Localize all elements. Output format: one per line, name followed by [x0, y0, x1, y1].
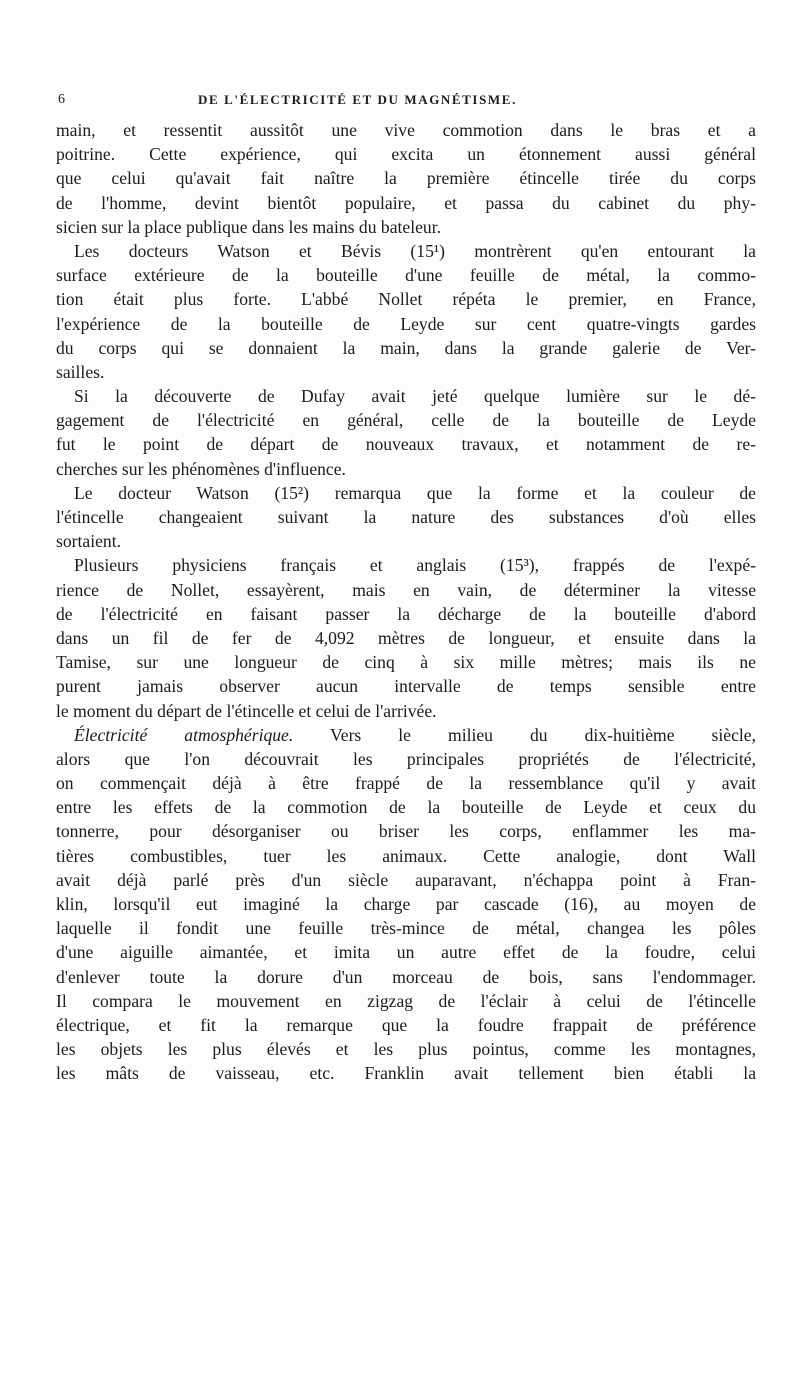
text-line-with-heading [56, 723, 756, 747]
body-text [56, 118, 756, 1086]
page-header [58, 88, 748, 118]
text-line: l'étincelle changeaient suivant la nature des substances d'où elles [56, 507, 756, 527]
text-line: main, et ressentit aussitôt une vive commotion dans le bras et a [56, 120, 756, 140]
text-line: tion était plus forte. L'abbé Nollet répéta le premier, en France, [56, 289, 756, 310]
text-line: Tamise, sur une longueur de cinq à six mille mètres; mais ils ne [56, 652, 756, 673]
text-run: Vers le milieu du dix-huitième siècle, [330, 724, 756, 745]
text-line: le moment du départ de l'étincelle et celui de l'arrivée. [56, 700, 437, 721]
text-line: dans un fil de fer de 4,092 mètres de longueur, et ensuite dans la [56, 627, 756, 648]
text-line: d'une aiguille aimantée, et imita un autre effet de la foudre, celui [56, 942, 756, 963]
text-line: Le docteur Watson (15²) remarqua que la forme et la couleur de [74, 482, 756, 503]
text-line: tonnerre, pour désorganiser ou briser les corps, enflammer les ma- [56, 821, 756, 842]
text-line: l'expérience de la bouteille de Leyde sur cent quatre-vingts gardes [56, 313, 756, 334]
text-line: sortaient. [56, 531, 121, 552]
text-line: Il compara le mouvement en zigzag de l'éclair à celui de l'étincelle [56, 990, 756, 1011]
text-line: on commençait déjà à être frappé de la ressemblance qu'il y avait [56, 773, 756, 794]
text-line: alors que l'on découvrait les principales propriétés de l'électricité, [56, 748, 756, 769]
section-heading: Électricité atmosphérique. [74, 724, 294, 745]
text-line: gagement de l'électricité en général, celle de la bouteille de Leyde [56, 410, 756, 431]
text-line: d'enlever toute la dorure d'un morceau de bois, sans l'endommager. [56, 966, 756, 987]
text-line: électrique, et fit la remarque que la foudre frappait de préférence [56, 1014, 756, 1035]
text-line: Les docteurs Watson et Bévis (15¹) montrèrent qu'en entourant la [74, 240, 756, 261]
text-line: rience de Nollet, essayèrent, mais en vain, de déterminer la vitesse [56, 579, 756, 600]
text-line: surface extérieure de la bouteille d'une feuille de métal, la commo- [56, 265, 756, 286]
text-line: de l'électricité en faisant passer la décharge de la bouteille d'abord [56, 603, 756, 624]
text-line: tières combustibles, tuer les animaux. Cette analogie, dont Wall [56, 845, 756, 866]
running-title: DE L'ÉLECTRICITÉ ET DU MAGNÉTISME. [198, 92, 517, 107]
text-line: Plusieurs physiciens français et anglais (15³), frappés de l'expé- [74, 555, 756, 576]
text-line: avait déjà parlé près d'un siècle auparavant, n'échappa point à Fran- [56, 869, 756, 890]
text-line: cherches sur les phénomènes d'influence. [56, 458, 346, 479]
text-line: purent jamais observer aucun intervalle de temps sensible entre [56, 676, 756, 697]
text-line: klin, lorsqu'il eut imaginé la charge par cascade (16), au moyen de [56, 894, 756, 914]
text-line: Si la découverte de Dufay avait jeté quelque lumière sur le dé- [74, 386, 756, 407]
text-line: du corps qui se donnaient la main, dans la grande galerie de Ver- [56, 337, 756, 358]
text-line: entre les effets de la commotion de la bouteille de Leyde et ceux du [56, 797, 756, 818]
text-line: les mâts de vaisseau, etc. Franklin avait tellement bien établi la [56, 1063, 756, 1084]
text-line: sailles. [56, 361, 105, 382]
text-line: les objets les plus élevés et les plus pointus, comme les montagnes, [56, 1039, 756, 1060]
page-number: 6 [58, 92, 65, 107]
text-line: fut le point de départ de nouveaux travaux, et notamment de re- [56, 434, 756, 455]
text-line: laquelle il fondit une feuille très-mince de métal, changea les pôles [56, 918, 756, 939]
text-line: de l'homme, devint bientôt populaire, et passa du cabinet du phy- [56, 192, 756, 213]
text-line: sicien sur la place publique dans les mains du bateleur. [56, 216, 442, 237]
text-line: que celui qu'avait fait naître la première étincelle tirée du corps [56, 168, 756, 189]
text-line: poitrine. Cette expérience, qui excita un étonnement aussi général [56, 144, 756, 165]
